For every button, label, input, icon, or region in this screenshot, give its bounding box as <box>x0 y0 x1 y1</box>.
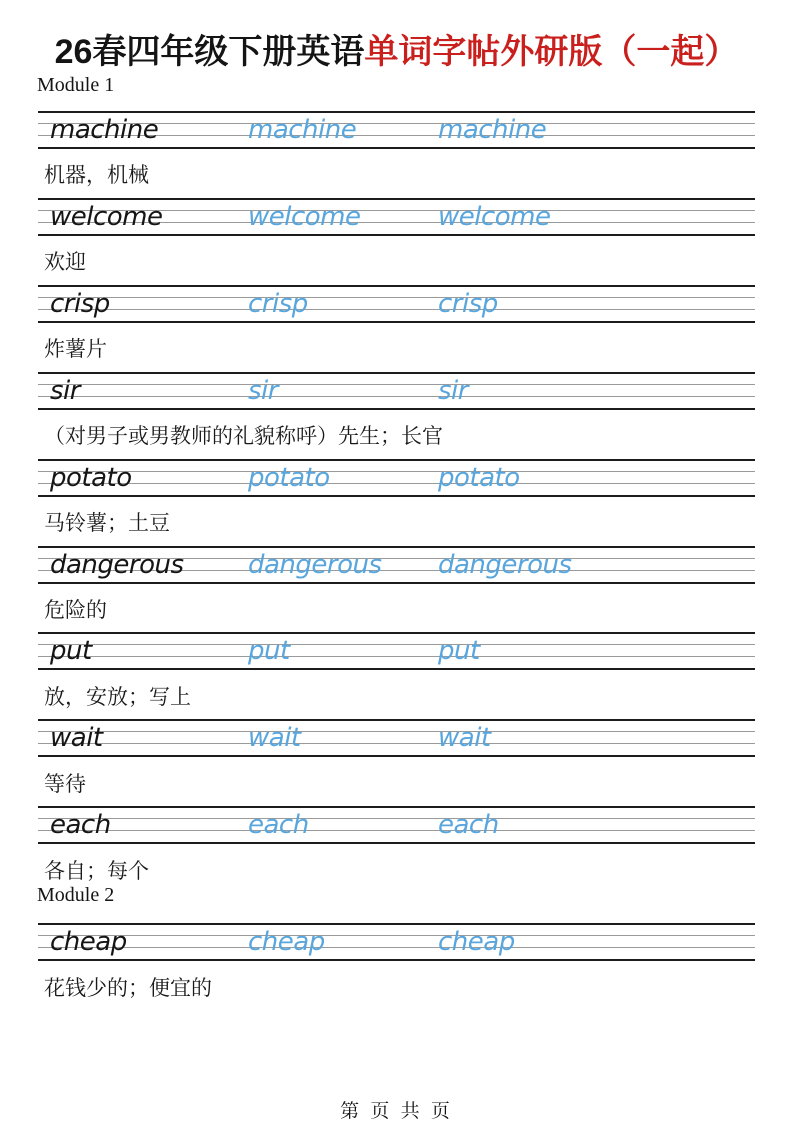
word-printed: cheap <box>50 927 127 957</box>
guide-line <box>38 731 755 732</box>
word-printed: each <box>50 810 111 840</box>
writing-guide <box>38 632 755 670</box>
word-trace: each <box>248 810 309 840</box>
word-printed: dangerous <box>50 550 184 580</box>
guide-line <box>38 818 755 819</box>
word-meaning: 机器，机械 <box>44 163 149 187</box>
page-footer: 第 页 共 页 <box>340 1101 453 1122</box>
word-trace: crisp <box>248 289 308 319</box>
word-trace: welcome <box>248 202 361 232</box>
guide-line <box>38 947 755 948</box>
word-printed: welcome <box>50 202 163 232</box>
page-title <box>0 24 793 73</box>
word-meaning: （对男子或男教师的礼貌称呼）先生；长官 <box>44 424 443 448</box>
word-meaning: 放，安放；写上 <box>44 685 191 709</box>
writing-guide <box>38 546 755 584</box>
page-title-red: 单词字帖外研版（一起） <box>364 33 739 71</box>
word-printed: wait <box>50 723 103 753</box>
word-printed: sir <box>50 376 80 406</box>
word-trace: potato <box>438 463 520 493</box>
writing-guide <box>38 285 755 323</box>
word-trace: wait <box>438 723 491 753</box>
guide-line <box>38 644 755 645</box>
module-label-1: Module 1 <box>37 74 115 96</box>
writing-guide <box>38 111 755 149</box>
word-trace: cheap <box>438 927 515 957</box>
word-trace: sir <box>438 376 468 406</box>
writing-guide <box>38 806 755 844</box>
guide-line <box>38 656 755 657</box>
word-trace: wait <box>248 723 301 753</box>
writing-guide <box>38 459 755 497</box>
word-trace: dangerous <box>248 550 382 580</box>
word-trace: machine <box>438 115 547 145</box>
word-meaning: 危险的 <box>44 598 107 622</box>
word-trace: welcome <box>438 202 551 232</box>
word-trace: put <box>438 636 480 666</box>
page-title-black: 26春四年级下册英语 <box>54 33 365 71</box>
word-meaning: 等待 <box>44 772 86 796</box>
word-printed: potato <box>50 463 132 493</box>
writing-guide <box>38 372 755 410</box>
guide-line <box>38 471 755 472</box>
word-meaning: 各自；每个 <box>44 859 149 883</box>
word-meaning: 马铃薯；土豆 <box>44 511 170 535</box>
word-trace: potato <box>248 463 330 493</box>
word-meaning: 炸薯片 <box>44 337 107 361</box>
word-trace: each <box>438 810 499 840</box>
word-meaning: 欢迎 <box>44 250 86 274</box>
guide-line <box>38 297 755 298</box>
guide-line <box>38 396 755 397</box>
word-printed: put <box>50 636 92 666</box>
guide-line <box>38 743 755 744</box>
module-label-2: Module 2 <box>37 884 115 906</box>
word-trace: put <box>248 636 290 666</box>
guide-line <box>38 830 755 831</box>
word-trace: dangerous <box>438 550 572 580</box>
guide-line <box>38 384 755 385</box>
guide-line <box>38 309 755 310</box>
word-printed: machine <box>50 115 159 145</box>
word-trace: cheap <box>248 927 325 957</box>
word-trace: crisp <box>438 289 498 319</box>
word-printed: crisp <box>50 289 110 319</box>
writing-guide <box>38 923 755 961</box>
word-meaning: 花钱少的；便宜的 <box>44 976 212 1000</box>
word-trace: sir <box>248 376 278 406</box>
writing-guide <box>38 198 755 236</box>
writing-guide <box>38 719 755 757</box>
word-trace: machine <box>248 115 357 145</box>
guide-line <box>38 935 755 936</box>
guide-line <box>38 483 755 484</box>
